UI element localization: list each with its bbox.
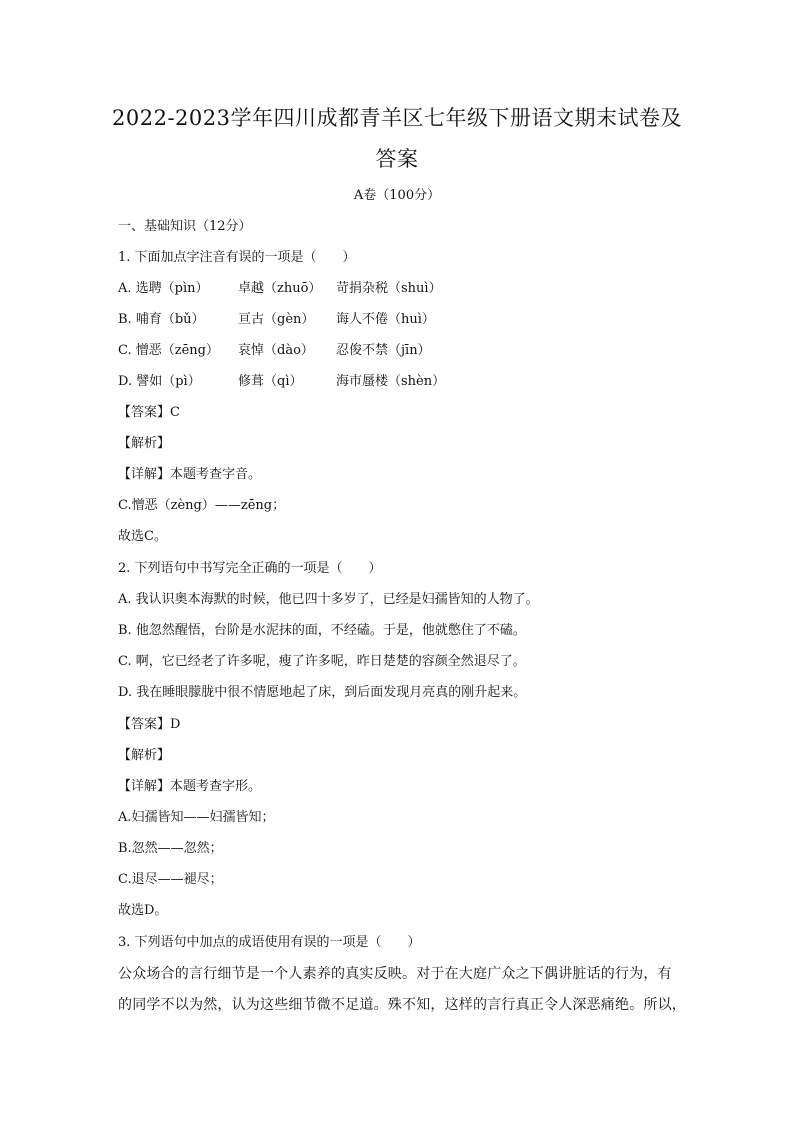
question-2-analysis-heading: 【解析】 — [118, 748, 171, 763]
option-part: 苛捐杂税（shuì） — [336, 281, 442, 296]
document-title-line-2: 答案 — [375, 147, 419, 171]
paper-subtitle: A卷（100分） — [353, 188, 441, 203]
question-2-option-d: D. 我在睡眼朦胧中很不情愿地起了床，到后面发现月亮真的刚升起来。 — [118, 685, 527, 700]
option-part: 卓越（zhuō） — [238, 281, 322, 296]
question-2-explanation-line: B.忽然——忽然； — [118, 841, 223, 856]
option-part: D. 譬如（pì） — [118, 374, 201, 389]
document-title-line-1: 2022-2023学年四川成都青羊区七年级下册语文期末试卷及 — [112, 106, 682, 130]
question-1-answer: 【答案】C — [118, 405, 180, 420]
question-2-answer: 【答案】D — [118, 717, 181, 732]
option-part: 海市蜃楼（shèn） — [336, 374, 446, 389]
option-part: 修葺（qì） — [238, 374, 303, 389]
question-2-conclusion: 故选D。 — [118, 903, 168, 918]
option-part: C. 憎恶（zēng） — [118, 343, 219, 358]
option-part: 忍俊不禁（jīn） — [336, 343, 431, 358]
option-part: 亘古（gèn） — [238, 312, 315, 327]
section-heading: 一、基础知识（12分） — [118, 219, 252, 234]
question-2-stem: 2. 下列语句中书写完全正确的一项是（ ） — [118, 561, 382, 576]
question-1-explanation-line: C.憎恶（zèng）——zēng； — [118, 498, 286, 513]
option-part: B. 哺育（bǔ） — [118, 312, 205, 327]
question-1-stem: 1. 下面加点字注音有误的一项是（ ） — [118, 250, 356, 265]
question-1-analysis-heading: 【解析】 — [118, 436, 171, 451]
question-3-paragraph-line: 公众场合的言行细节是一个人素养的真实反映。对于在大庭广众之下偶讲脏话的行为，有 — [118, 966, 672, 982]
option-part: A. 选聘（pìn） — [118, 281, 209, 296]
question-1-conclusion: 故选C。 — [118, 529, 167, 544]
question-2-explanation-line: A.妇孺皆知——妇孺皆知； — [118, 810, 275, 825]
question-3-stem: 3. 下列语句中加点的成语使用有误的一项是（ ） — [118, 935, 421, 950]
option-part: 哀悼（dào） — [238, 343, 314, 358]
question-2-detail: 【详解】本题考查字形。 — [118, 779, 262, 794]
question-3-paragraph-line: 的同学不以为然，认为这些细节微不足道。殊不知，这样的言行真正令人深恶痛绝。所以， — [118, 997, 686, 1013]
question-2-option-a: A. 我认识奥本海默的时候，他已四十多岁了，已经是妇孺皆知的人物了。 — [118, 592, 539, 607]
question-2-option-b: B. 他忽然醒悟，台阶是水泥抹的面，不经磕。于是，他就憋住了不磕。 — [118, 623, 526, 638]
question-2-option-c: C. 啊，它已经老了许多呢，瘦了许多呢，昨日楚楚的容颜全然退尽了。 — [118, 654, 526, 669]
option-part: 诲人不倦（huì） — [336, 312, 435, 327]
question-2-explanation-line: C.退尽——褪尽； — [118, 872, 223, 887]
question-1-detail: 【详解】本题考查字音。 — [118, 467, 262, 482]
